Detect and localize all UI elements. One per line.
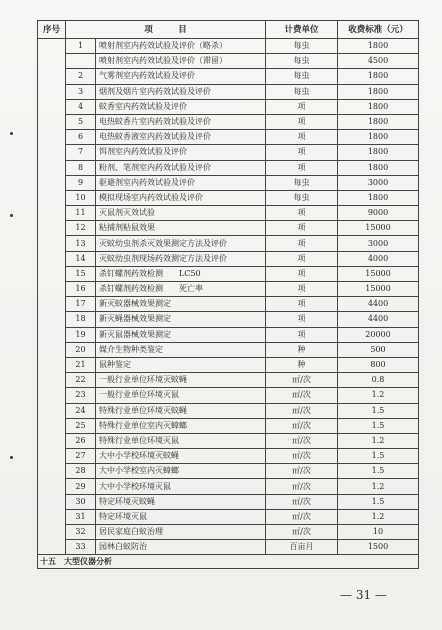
price-cell: 1.5 [338,494,419,509]
unit-cell: 项 [266,221,338,236]
table-row [38,479,419,494]
seq-cell [38,54,66,69]
binding-hole-mark [10,132,13,135]
unit-cell: 项 [266,266,338,281]
unit-cell: ㎡/次 [266,449,338,464]
seq-cell [38,145,66,160]
price-cell: 500 [338,342,419,357]
item-name: 一般行业单位环境灭蚊蝇 [96,373,266,388]
seq-cell [38,418,66,433]
unit-cell: 种 [266,357,338,372]
seq-cell [38,266,66,281]
table-row [38,221,419,236]
row-number: 5 [66,114,96,129]
price-cell: 15000 [338,282,419,297]
header-seq: 序号 [38,21,66,39]
price-cell: 1800 [338,99,419,114]
row-number: 15 [66,266,96,281]
row-number: 23 [66,388,96,403]
row-number: 21 [66,357,96,372]
price-cell: 9000 [338,206,419,221]
unit-cell: ㎡/次 [266,464,338,479]
unit-cell: ㎡/次 [266,373,338,388]
row-number: 10 [66,190,96,205]
price-cell: 800 [338,357,419,372]
item-name: 电热蚊香片室内药效试验及评价 [96,114,266,129]
item-name: 气雾剂室内药效试验及评价 [96,69,266,84]
binding-hole-mark [10,214,13,217]
row-number: 3 [66,84,96,99]
table-row [38,266,419,281]
row-number: 33 [66,540,96,555]
row-number: 30 [66,494,96,509]
seq-cell [38,449,66,464]
item-name: 驱避剂室内药效试验及评价 [96,175,266,190]
page-number: — 31 — [340,588,387,602]
seq-cell [38,312,66,327]
seq-cell [38,130,66,145]
item-name: 特定环境灭蚊蝇 [96,494,266,509]
price-cell: 20000 [338,327,419,342]
item-name: 一般行业单位环境灭鼠 [96,388,266,403]
item-name: 新灭蝇器械效果测定 [96,312,266,327]
item-name: 饵剂室内药效试验及评价 [96,145,266,160]
row-number: 28 [66,464,96,479]
table-row [38,236,419,251]
item-name: 灭蚊幼虫剂杀灭效果测定方法及评价 [96,236,266,251]
row-number: 26 [66,433,96,448]
seq-cell [38,540,66,555]
price-cell: 3000 [338,175,419,190]
item-name: 鼠种鉴定 [96,357,266,372]
item-name: 杀钉螺剂药效检测 死亡率 [96,282,266,297]
seq-cell [38,509,66,524]
row-number: 11 [66,206,96,221]
table-row [38,39,419,54]
seq-cell [38,297,66,312]
table-row [38,54,419,69]
price-cell: 10 [338,525,419,540]
unit-cell: 项 [266,206,338,221]
unit-cell: 百亩月 [266,540,338,555]
table-row [38,540,419,555]
item-name: 特殊行业单位环境灭蚊蝇 [96,403,266,418]
row-number: 2 [66,69,96,84]
item-name: 特殊行业单位环境灭鼠 [96,433,266,448]
table-row [38,388,419,403]
unit-cell: ㎡/次 [266,525,338,540]
price-cell: 1.2 [338,433,419,448]
price-cell: 1800 [338,84,419,99]
table-row [38,418,419,433]
item-name: 媒介生物种类鉴定 [96,342,266,357]
row-number: 13 [66,236,96,251]
price-cell: 3000 [338,236,419,251]
row-number: 4 [66,99,96,114]
item-name: 特定环境灭鼠 [96,509,266,524]
table-row [38,433,419,448]
unit-cell: 每虫 [266,39,338,54]
section-title: 十五 大型仪器分析 [38,555,419,569]
row-number: 16 [66,282,96,297]
unit-cell: ㎡/次 [266,433,338,448]
price-cell: 1800 [338,145,419,160]
table-row [38,373,419,388]
unit-cell: 项 [266,236,338,251]
seq-cell [38,175,66,190]
item-name: 蚊香室内药效试验及评价 [96,99,266,114]
price-cell: 1800 [338,130,419,145]
seq-cell [38,342,66,357]
seq-cell [38,99,66,114]
price-cell: 1.2 [338,388,419,403]
table-row [38,327,419,342]
row-number: 32 [66,525,96,540]
table-row [38,206,419,221]
table-row [38,160,419,175]
item-name: 大中小学校环境灭蚊蝇 [96,449,266,464]
price-cell: 1.5 [338,449,419,464]
table-row [38,99,419,114]
header-unit: 计费单位 [266,21,338,39]
seq-cell [38,160,66,175]
seq-cell [38,525,66,540]
price-cell: 1800 [338,190,419,205]
seq-cell [38,282,66,297]
price-cell: 1800 [338,160,419,175]
table-row [38,357,419,372]
table-row [38,145,419,160]
seq-cell [38,403,66,418]
row-number: 1 [66,39,96,54]
table-row [38,525,419,540]
seq-cell [38,327,66,342]
unit-cell: 每虫 [266,54,338,69]
header-item: 项 目 [66,21,266,39]
item-name: 杀钉螺剂药效检测 LC50 [96,266,266,281]
price-cell: 1.2 [338,509,419,524]
header-price: 收费标准（元） [338,21,419,39]
row-number: 25 [66,418,96,433]
seq-cell [38,494,66,509]
row-number: 24 [66,403,96,418]
item-name: 新灭蚊器械效果测定 [96,297,266,312]
unit-cell: 项 [266,160,338,175]
seq-cell [38,39,66,54]
table-row [38,449,419,464]
table-header-row [38,21,419,39]
unit-cell: ㎡/次 [266,403,338,418]
row-number: 20 [66,342,96,357]
table-row [38,464,419,479]
unit-cell: 每虫 [266,175,338,190]
table-row [38,84,419,99]
row-number: 9 [66,175,96,190]
item-name: 灭蚊幼虫剂现场药效测定方法及评价 [96,251,266,266]
unit-cell: ㎡/次 [266,494,338,509]
price-cell: 1.5 [338,418,419,433]
table-row [38,69,419,84]
row-number: 8 [66,160,96,175]
seq-cell [38,433,66,448]
fee-table [37,20,419,569]
unit-cell: 项 [266,297,338,312]
item-name: 大中小学校环境灭鼠 [96,479,266,494]
section-row [38,555,419,569]
item-name: 喷射剂室内药效试验及评价（略杀） [96,39,266,54]
price-cell: 1.5 [338,464,419,479]
row-number: 6 [66,130,96,145]
unit-cell: 项 [266,327,338,342]
table-row [38,494,419,509]
item-name: 喷射剂室内药效试验及评价（滞留） [96,54,266,69]
row-number: 18 [66,312,96,327]
seq-cell [38,84,66,99]
seq-cell [38,373,66,388]
item-name: 大中小学校室内灭蟑螂 [96,464,266,479]
unit-cell: 项 [266,282,338,297]
table-row [38,130,419,145]
item-name: 新灭鼠器械效果测定 [96,327,266,342]
price-cell: 15000 [338,221,419,236]
table-row [38,509,419,524]
table-row [38,342,419,357]
price-cell: 1800 [338,114,419,129]
table-row [38,114,419,129]
row-number: 19 [66,327,96,342]
price-cell: 1.5 [338,403,419,418]
seq-cell [38,251,66,266]
table-row [38,251,419,266]
table-row [38,190,419,205]
row-number: 14 [66,251,96,266]
price-cell: 1800 [338,69,419,84]
price-cell: 4500 [338,54,419,69]
price-cell: 1800 [338,39,419,54]
unit-cell: ㎡/次 [266,388,338,403]
seq-cell [38,236,66,251]
table-row [38,175,419,190]
row-number: 31 [66,509,96,524]
binding-hole-mark [10,456,13,459]
price-cell: 1500 [338,540,419,555]
seq-cell [38,114,66,129]
unit-cell: ㎡/次 [266,509,338,524]
seq-cell [38,464,66,479]
unit-cell: 每虫 [266,69,338,84]
row-number: 22 [66,373,96,388]
price-cell: 1.2 [338,479,419,494]
unit-cell: ㎡/次 [266,479,338,494]
row-number: 12 [66,221,96,236]
price-cell: 4000 [338,251,419,266]
row-number [66,54,96,69]
row-number: 7 [66,145,96,160]
seq-cell [38,206,66,221]
seq-cell [38,479,66,494]
item-name: 模拟现场室内药效试验及评价 [96,190,266,205]
unit-cell: 种 [266,342,338,357]
unit-cell: ㎡/次 [266,418,338,433]
item-name: 粉剂、笔剂室内药效试验及评价 [96,160,266,175]
price-cell: 15000 [338,266,419,281]
unit-cell: 项 [266,145,338,160]
item-name: 特殊行业单位室内灭蟑螂 [96,418,266,433]
unit-cell: 项 [266,99,338,114]
unit-cell: 每虫 [266,190,338,205]
unit-cell: 项 [266,114,338,129]
unit-cell: 项 [266,312,338,327]
table-row [38,297,419,312]
item-name: 园林白蚁防治 [96,540,266,555]
table-row [38,282,419,297]
table-row [38,403,419,418]
seq-cell [38,357,66,372]
seq-cell [38,388,66,403]
seq-cell [38,221,66,236]
item-name: 居民家庭白蚁治理 [96,525,266,540]
item-name: 粘捕剂粘鼠效果 [96,221,266,236]
item-name: 电热蚊香液室内药效试验及评价 [96,130,266,145]
row-number: 17 [66,297,96,312]
seq-cell [38,190,66,205]
item-name: 灭鼠剂灭效试验 [96,206,266,221]
unit-cell: 项 [266,130,338,145]
price-cell: 4400 [338,297,419,312]
row-number: 29 [66,479,96,494]
price-cell: 0.8 [338,373,419,388]
unit-cell: 每虫 [266,84,338,99]
item-name: 烟剂及烟片室内药效试验及评价 [96,84,266,99]
price-cell: 4400 [338,312,419,327]
unit-cell: 项 [266,251,338,266]
row-number: 27 [66,449,96,464]
seq-cell [38,69,66,84]
table-row [38,312,419,327]
